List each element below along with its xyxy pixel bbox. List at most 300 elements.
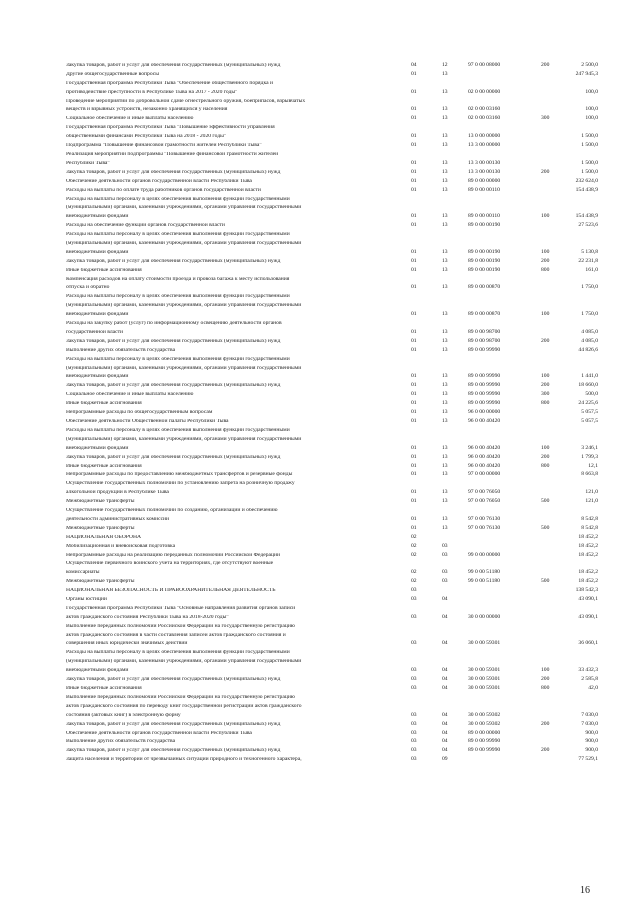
row-name-line: внебюджетными фондами (66, 312, 129, 318)
row-expense-type: 200 (541, 676, 550, 683)
row-target-article: 97 0 00 08000 (468, 62, 501, 68)
table-row (0, 419, 640, 428)
row-target-article: 96 0 00 40420 (468, 418, 501, 424)
row-target-article: 96 0 00 40420 (468, 453, 501, 460)
row-name-line: Иные бюджетные ассигнования (66, 463, 142, 469)
row-section-code: 01 (411, 400, 417, 407)
table-row (0, 748, 640, 757)
row-amount: 900,0 (585, 729, 598, 736)
row-amount: 1 500,0 (581, 133, 598, 140)
row-target-article: 89 0 00 00110 (468, 213, 500, 220)
table-row (0, 526, 640, 535)
row-name-line: (муниципальными) органами, казенными учреждениями, органами управления государственными (66, 436, 302, 442)
row-target-article: 96 0 00 40420 (468, 462, 501, 469)
row-amount: 8 663,8 (581, 471, 598, 478)
row-amount: 1 500,0 (581, 159, 598, 166)
row-subsection-code: 13 (442, 391, 448, 398)
row-target-article: 99 0 00 00000 (468, 551, 501, 558)
row-target-article: 02 0 00 03160 (468, 106, 501, 113)
row-amount: 8 542,8 (581, 515, 598, 522)
row-amount: 500,0 (585, 391, 598, 398)
row-section-code: 01 (411, 88, 417, 95)
table-row (0, 757, 640, 766)
row-target-article: 97 0 00 76050 (468, 489, 501, 496)
row-target-article: 96 0 00 00000 (468, 409, 501, 416)
row-target-article: 89 0 00 99990 (468, 400, 501, 407)
table-row (0, 152, 640, 170)
row-target-article: 89 0 00 00190 (468, 257, 501, 264)
table-row (0, 535, 640, 544)
row-name-line: Выполнение других обязательств государства (66, 739, 176, 745)
row-name-line: Реализация мероприятий подпрограммы "Повышение финансовой грамотности жителей (66, 152, 279, 157)
row-section-code: 03 (411, 729, 417, 736)
table-row (0, 81, 640, 99)
row-name-line: Государственная программа Республики Тыва "Основные направления развития органов записи (66, 605, 296, 611)
row-name-line: Социальное обеспечение и иные выплаты населению (66, 116, 194, 122)
row-subsection-code: 04 (442, 676, 448, 683)
row-name-line: Государственная программа Республики Тыва "Повышение эффективности управления (66, 125, 275, 131)
row-name-line: Закупка товаров, работ и услуг для обеспечения государственных (муниципальных) нужд (66, 383, 281, 389)
row-name-line: Защита населения и территории от чрезвычайных ситуаций природного и техногенного характера, (66, 757, 302, 763)
table-row (0, 579, 640, 588)
row-name-line: Расходы на обеспечение функций органов государственной власти (66, 223, 225, 229)
row-section-code: 01 (411, 142, 417, 149)
row-section-code: 01 (411, 471, 417, 478)
row-expense-type: 100 (541, 311, 550, 318)
row-name-line: Мобилизационная и вневойсковая подготовка (66, 543, 176, 549)
row-section-code: 01 (411, 524, 417, 531)
row-name-line: внебюджетными фондами (66, 249, 129, 255)
row-target-article: 89 0 00 00190 (468, 248, 501, 255)
row-amount: 44 826,6 (578, 346, 598, 353)
row-section-code: 01 (411, 213, 417, 220)
row-name-line: внебюджетными фондами (66, 445, 129, 451)
row-expense-type: 800 (541, 685, 550, 691)
row-amount: 247 945,3 (575, 70, 598, 77)
row-name-line: Расходы на выплаты персоналу в целях обеспечения выполнения функций государственными (66, 650, 290, 656)
row-name-line: Закупка товаров, работ и услуг для обеспечения государственных (муниципальных) нужд (66, 454, 281, 460)
row-name-line: общественными финансами Республики Тыва на 2018 - 2020 годы" (66, 134, 227, 140)
row-name-line: Компенсация расходов на оплату стоимости проезда и провоза багажа к месту использования (66, 276, 290, 282)
row-subsection-code: 13 (442, 489, 448, 496)
table-row (0, 116, 640, 125)
row-name-line: (муниципальными) органами, казенными учреждениями, органами управления государственными (66, 240, 302, 246)
row-amount: 18 452,2 (578, 578, 598, 585)
row-amount: 1 750,0 (581, 311, 598, 318)
row-expense-type: 500 (541, 578, 550, 585)
row-name-line: деятельности административных комиссий (66, 516, 170, 522)
row-target-article: 97 0 00 76130 (468, 524, 501, 531)
row-name-line: Иные бюджетные ассигнования (66, 401, 142, 407)
row-name-line: Межбюджетные трансферты (66, 499, 135, 505)
row-amount: 100,0 (585, 115, 598, 122)
row-amount: 22 231,8 (578, 257, 598, 264)
table-row (0, 188, 640, 197)
row-section-code: 02 (411, 542, 417, 549)
row-expense-type: 200 (541, 62, 550, 68)
row-section-code: 01 (411, 311, 417, 318)
row-section-code: 01 (411, 453, 417, 460)
row-name-line: Органы юстиции (66, 597, 107, 602)
row-name-line: Межбюджетные трансферты (66, 579, 135, 585)
row-subsection-code: 13 (442, 159, 448, 166)
row-section-code: 01 (411, 418, 417, 424)
row-amount: 121,0 (585, 498, 598, 505)
row-target-article: 30 0 00 59301 (468, 685, 501, 691)
row-amount: 1 500,0 (581, 142, 598, 149)
row-subsection-code: 13 (442, 88, 448, 95)
row-name-line: Межбюджетные трансферты (66, 525, 135, 531)
row-name-line: Обеспечение деятельности органов государственной власти Республики Тыва (66, 178, 252, 184)
row-subsection-code: 04 (442, 667, 448, 674)
table-row (0, 339, 640, 348)
row-subsection-code: 13 (442, 444, 448, 451)
row-amount: 1 799,3 (581, 453, 598, 460)
row-name-line: Иные бюджетные ассигнования (66, 267, 142, 273)
row-section-code: 03 (411, 738, 417, 745)
row-subsection-code: 04 (442, 747, 448, 754)
row-name-line: Выполнение переданных полномочий Российской Федерации на государственную регистрацию (66, 694, 295, 700)
row-section-code: 02 (411, 551, 417, 558)
row-subsection-code: 04 (442, 720, 448, 727)
row-section-code: 03 (411, 685, 417, 691)
row-amount: 100,0 (585, 106, 598, 113)
row-subsection-code: 03 (442, 578, 448, 585)
row-expense-type: 200 (541, 337, 550, 344)
row-subsection-code: 13 (442, 418, 448, 424)
row-section-code: 04 (411, 62, 417, 68)
row-amount: 4 085,0 (581, 328, 598, 335)
row-target-article: 30 0 00 59302 (468, 720, 501, 727)
row-section-code: 01 (411, 106, 417, 113)
row-section-code: 01 (411, 70, 417, 77)
row-target-article: 89 0 00 98700 (468, 328, 501, 335)
row-name-line: Проведение мероприятий по добровольной сдаче огнестрельного оружия, боеприпасов, взрывчатых (66, 98, 306, 104)
row-expense-type: 200 (541, 382, 550, 389)
row-subsection-code: 13 (442, 70, 448, 77)
row-amount: 18 660,0 (578, 382, 598, 389)
row-section-code: 01 (411, 391, 417, 398)
row-target-article: 13 0 00 00000 (468, 133, 501, 140)
row-expense-type: 300 (541, 115, 550, 122)
table-row (0, 197, 640, 224)
row-name-line: комиссариаты (66, 570, 100, 576)
row-amount: 5 057,5 (581, 409, 598, 416)
row-name-line: актов гражданского состояния Республики Тыва на 2018-2020 годы" (66, 614, 229, 620)
table-row (0, 401, 640, 410)
row-name-line: Другие общегосударственные вопросы (66, 71, 160, 77)
row-expense-type: 800 (541, 462, 550, 469)
row-amount: 232 624,0 (575, 177, 598, 184)
row-section-code: 01 (411, 284, 417, 291)
table-row (0, 63, 640, 72)
row-target-article: 89 0 00 00000 (468, 177, 501, 184)
row-subsection-code: 13 (442, 284, 448, 291)
row-name-line: НАЦИОНАЛЬНАЯ БЕЗОПАСНОСТЬ И ПРАВООХРАНИТЕЛЬНАЯ ДЕЯТЕЛЬНОСТЬ (66, 588, 276, 594)
row-section-code: 02 (411, 578, 417, 585)
row-amount: 161,0 (585, 266, 598, 273)
row-section-code: 01 (411, 382, 417, 389)
row-expense-type: 200 (541, 747, 550, 754)
row-target-article: 97 0 00 76050 (468, 498, 501, 505)
row-expense-type: 100 (541, 248, 550, 255)
row-subsection-code: 13 (442, 524, 448, 531)
row-subsection-code: 13 (442, 373, 448, 380)
row-section-code: 03 (411, 720, 417, 727)
row-target-article: 13 3 00 00130 (468, 168, 501, 175)
row-expense-type: 100 (541, 373, 550, 380)
row-name-line: Закупка товаров, работ и услуг для обеспечения государственных (муниципальных) нужд (66, 258, 281, 264)
row-subsection-code: 09 (442, 756, 448, 763)
row-target-article: 89 0 00 99990 (468, 382, 501, 389)
table-row (0, 99, 640, 117)
row-name-line: состояния (актовых книг) в электронную форму (66, 712, 181, 718)
row-target-article: 02 0 00 00000 (468, 88, 501, 95)
row-name-line: (муниципальными) органами, казенными учреждениями, органами управления государственными (66, 303, 302, 309)
row-amount: 2 585,8 (581, 676, 598, 683)
row-name-line: Иные бюджетные ассигнования (66, 686, 142, 691)
row-subsection-code: 13 (442, 213, 448, 220)
row-subsection-code: 04 (442, 729, 448, 736)
row-name-line: Выполнение переданных полномочий Российской Федерации на государственную регистрацию (66, 623, 295, 629)
row-amount: 5 057,5 (581, 418, 598, 424)
row-amount: 154 438,9 (575, 213, 598, 220)
row-target-article: 89 0 00 00870 (468, 311, 501, 318)
table-row (0, 588, 640, 597)
row-amount: 18 452,2 (578, 542, 598, 549)
row-name-line: Расходы на выплаты персоналу в целях обеспечения выполнения функций государственными (66, 356, 290, 362)
row-name-line: Расходы на закупку работ (услуг) по информационному освещению деятельности органов (66, 321, 282, 327)
table-row (0, 348, 640, 357)
row-subsection-code: 04 (442, 711, 448, 718)
table-row (0, 722, 640, 731)
row-section-code: 03 (411, 676, 417, 683)
row-expense-type: 100 (541, 667, 550, 674)
row-section-code: 02 (411, 569, 417, 576)
row-section-code: 02 (411, 533, 417, 540)
row-section-code: 01 (411, 222, 417, 229)
row-target-article: 30 0 00 59301 (468, 676, 501, 683)
row-name-line: Выполнение других обязательств государства (66, 347, 176, 353)
row-name-line: Подпрограмма "Повышение финансовой грамотности жителей Республики Тыва" (66, 143, 262, 149)
row-name-line: Непрограммные расходы на реализацию переданных полномочий Российской Федерации (66, 552, 281, 558)
row-target-article: 13 3 00 00130 (468, 159, 501, 166)
row-amount: 121,0 (585, 489, 598, 496)
row-target-article: 99 0 00 51180 (468, 578, 500, 585)
row-amount: 77 529,1 (578, 756, 598, 763)
row-expense-type: 500 (541, 524, 550, 531)
row-subsection-code: 13 (442, 177, 448, 184)
row-name-line: Закупка товаров, работ и услуг для обеспечения государственных (муниципальных) нужд (66, 169, 281, 175)
row-name-line: Закупка товаров, работ и услуг для обеспечения государственных (муниципальных) нужд (66, 677, 281, 683)
row-section-code: 03 (411, 711, 417, 718)
table-row (0, 232, 640, 259)
table-row (0, 268, 640, 277)
row-subsection-code: 13 (442, 106, 448, 113)
row-section-code: 03 (411, 587, 417, 594)
row-subsection-code: 13 (442, 248, 448, 255)
row-expense-type: 500 (541, 498, 550, 505)
row-subsection-code: 04 (442, 596, 448, 602)
row-section-code: 01 (411, 159, 417, 166)
row-target-article: 89 0 00 00000 (468, 729, 501, 736)
row-expense-type: 100 (541, 213, 550, 220)
row-subsection-code: 04 (442, 685, 448, 691)
row-amount: 8 542,8 (581, 524, 598, 531)
row-name-line: Закупка товаров, работ и услуг для обеспечения государственных (муниципальных) нужд (66, 63, 281, 68)
row-name-line: алкогольной продукции в Республике Тыва (66, 490, 169, 496)
row-section-code: 03 (411, 640, 417, 647)
table-row (0, 499, 640, 508)
row-subsection-code: 13 (442, 328, 448, 335)
table-row (0, 695, 640, 722)
row-target-article: 30 0 00 59302 (468, 711, 501, 718)
row-amount: 18 452,2 (578, 551, 598, 558)
table-row (0, 410, 640, 419)
row-name-line: Закупка товаров, работ и услуг для обеспечения государственных (муниципальных) нужд (66, 748, 281, 754)
row-name-line: Осуществление государственных полномочий по установлению запрета на розничную продажу (66, 481, 295, 487)
row-section-code: 03 (411, 756, 417, 763)
table-row (0, 321, 640, 339)
row-target-article: 96 0 00 40420 (468, 444, 501, 451)
row-subsection-code: 03 (442, 542, 448, 549)
row-subsection-code: 13 (442, 498, 448, 505)
table-row (0, 170, 640, 179)
row-subsection-code: 13 (442, 266, 448, 273)
row-name-line: внебюджетными фондами (66, 668, 129, 674)
row-amount: 2 500,0 (581, 62, 598, 68)
row-subsection-code: 13 (442, 346, 448, 353)
row-name-line: Непрограммные расходы по общегосударственным вопросам (66, 410, 213, 416)
table-row (0, 650, 640, 677)
row-name-line: Социальное обеспечение и иные выплаты населению (66, 392, 194, 398)
row-subsection-code: 13 (442, 400, 448, 407)
row-target-article: 89 0 00 99990 (468, 747, 501, 754)
row-target-article: 99 0 00 51180 (468, 569, 500, 576)
row-name-line: Обеспечение деятельности органов государственной власти Республики Тыва (66, 730, 252, 736)
row-subsection-code: 13 (442, 337, 448, 344)
table-row (0, 277, 640, 295)
row-target-article: 30 0 00 59301 (468, 667, 501, 674)
row-amount: 154 438,9 (575, 186, 598, 193)
table-row (0, 686, 640, 695)
row-section-code: 01 (411, 489, 417, 496)
table-row (0, 508, 640, 526)
row-name-line: НАЦИОНАЛЬНАЯ ОБОРОНА (66, 534, 142, 540)
row-name-line: Осуществление первичного воинского учета на территориях, где отсутствуют военные (66, 561, 274, 567)
row-expense-type: 200 (541, 720, 550, 727)
row-section-code: 01 (411, 266, 417, 273)
row-expense-type: 100 (541, 444, 550, 451)
table-row (0, 472, 640, 481)
row-target-article: 89 0 00 00190 (468, 222, 501, 229)
row-target-article: 30 0 00 00000 (468, 613, 501, 620)
row-expense-type: 300 (541, 391, 550, 398)
table-row (0, 72, 640, 81)
row-subsection-code: 13 (442, 462, 448, 469)
row-name-line: Закупка товаров, работ и услуг для обеспечения государственных (муниципальных) нужд (66, 721, 281, 727)
row-expense-type: 200 (541, 168, 550, 175)
row-subsection-code: 13 (442, 115, 448, 122)
table-row (0, 179, 640, 188)
row-target-article: 89 0 00 99990 (468, 373, 501, 380)
row-target-article: 97 0 00 00000 (468, 471, 501, 478)
row-amount: 43 090,1 (578, 596, 598, 602)
row-section-code: 03 (411, 596, 417, 602)
row-name-line: Расходы на выплаты персоналу в целях обеспечения выполнения функций государственными (66, 427, 290, 433)
row-name-line: отпуска и обратно (66, 285, 110, 291)
row-name-line: совершения иных юридически значимых действий (66, 641, 188, 647)
row-target-article: 89 0 00 99990 (468, 391, 501, 398)
row-amount: 138 542,3 (575, 587, 598, 594)
row-section-code: 01 (411, 373, 417, 380)
row-amount: 18 452,2 (578, 533, 598, 540)
row-subsection-code: 12 (442, 62, 448, 68)
row-section-code: 01 (411, 133, 417, 140)
row-subsection-code: 13 (442, 409, 448, 416)
row-subsection-code: 13 (442, 186, 448, 193)
row-section-code: 01 (411, 168, 417, 175)
row-amount: 900,0 (585, 738, 598, 745)
row-amount: 7 030,0 (581, 720, 598, 727)
row-section-code: 01 (411, 409, 417, 416)
row-subsection-code: 13 (442, 453, 448, 460)
row-subsection-code: 13 (442, 142, 448, 149)
row-subsection-code: 13 (442, 382, 448, 389)
row-section-code: 03 (411, 613, 417, 620)
row-amount: 42,0 (588, 685, 598, 691)
row-amount: 4 085,0 (581, 337, 598, 344)
row-subsection-code: 13 (442, 515, 448, 522)
row-section-code: 01 (411, 444, 417, 451)
row-subsection-code: 03 (442, 551, 448, 558)
row-target-article: 89 0 00 00110 (468, 186, 500, 193)
row-target-article: 30 0 00 59301 (468, 640, 501, 647)
row-amount: 100,0 (585, 88, 598, 95)
row-target-article: 89 0 00 00870 (468, 284, 501, 291)
row-name-line: Обеспечение деятельности Общественной палаты Республики Тыва (66, 419, 229, 424)
row-amount: 1 750,0 (581, 284, 598, 291)
row-name-line: (муниципальными) органами, казенными учреждениями, органами управления государственными (66, 205, 302, 211)
table-row (0, 553, 640, 562)
row-target-article: 89 0 00 98700 (468, 337, 501, 344)
row-section-code: 01 (411, 177, 417, 184)
row-amount: 7 030,0 (581, 711, 598, 718)
row-section-code: 01 (411, 346, 417, 353)
table-row (0, 606, 640, 624)
row-subsection-code: 13 (442, 257, 448, 264)
row-name-line: Осуществление государственных полномочий по созданию, организации и обеспечению (66, 508, 278, 513)
row-amount: 36 060,1 (578, 640, 598, 647)
row-name-line: веществ и взрывных устройств, незаконно хранящихся у населения (66, 107, 228, 113)
row-name-line: Республики Тыва" (66, 160, 110, 166)
row-amount: 1 500,0 (581, 168, 598, 175)
row-name-line: актов гражданского состояния в части составления записей актов гражданского состояния и (66, 632, 286, 638)
row-name-line: внебюджетными фондами (66, 374, 129, 380)
row-amount: 33 432,3 (578, 667, 598, 674)
row-target-article: 89 0 00 99990 (468, 346, 501, 353)
row-section-code: 01 (411, 328, 417, 335)
row-target-article: 13 3 00 00000 (468, 142, 501, 149)
row-subsection-code: 13 (442, 133, 448, 140)
table-row (0, 294, 640, 321)
row-name-line: государственной власти (66, 329, 124, 335)
table-row (0, 125, 640, 143)
row-subsection-code: 03 (442, 569, 448, 576)
row-subsection-code: 13 (442, 222, 448, 229)
table-row (0, 561, 640, 579)
row-subsection-code: 04 (442, 640, 448, 647)
